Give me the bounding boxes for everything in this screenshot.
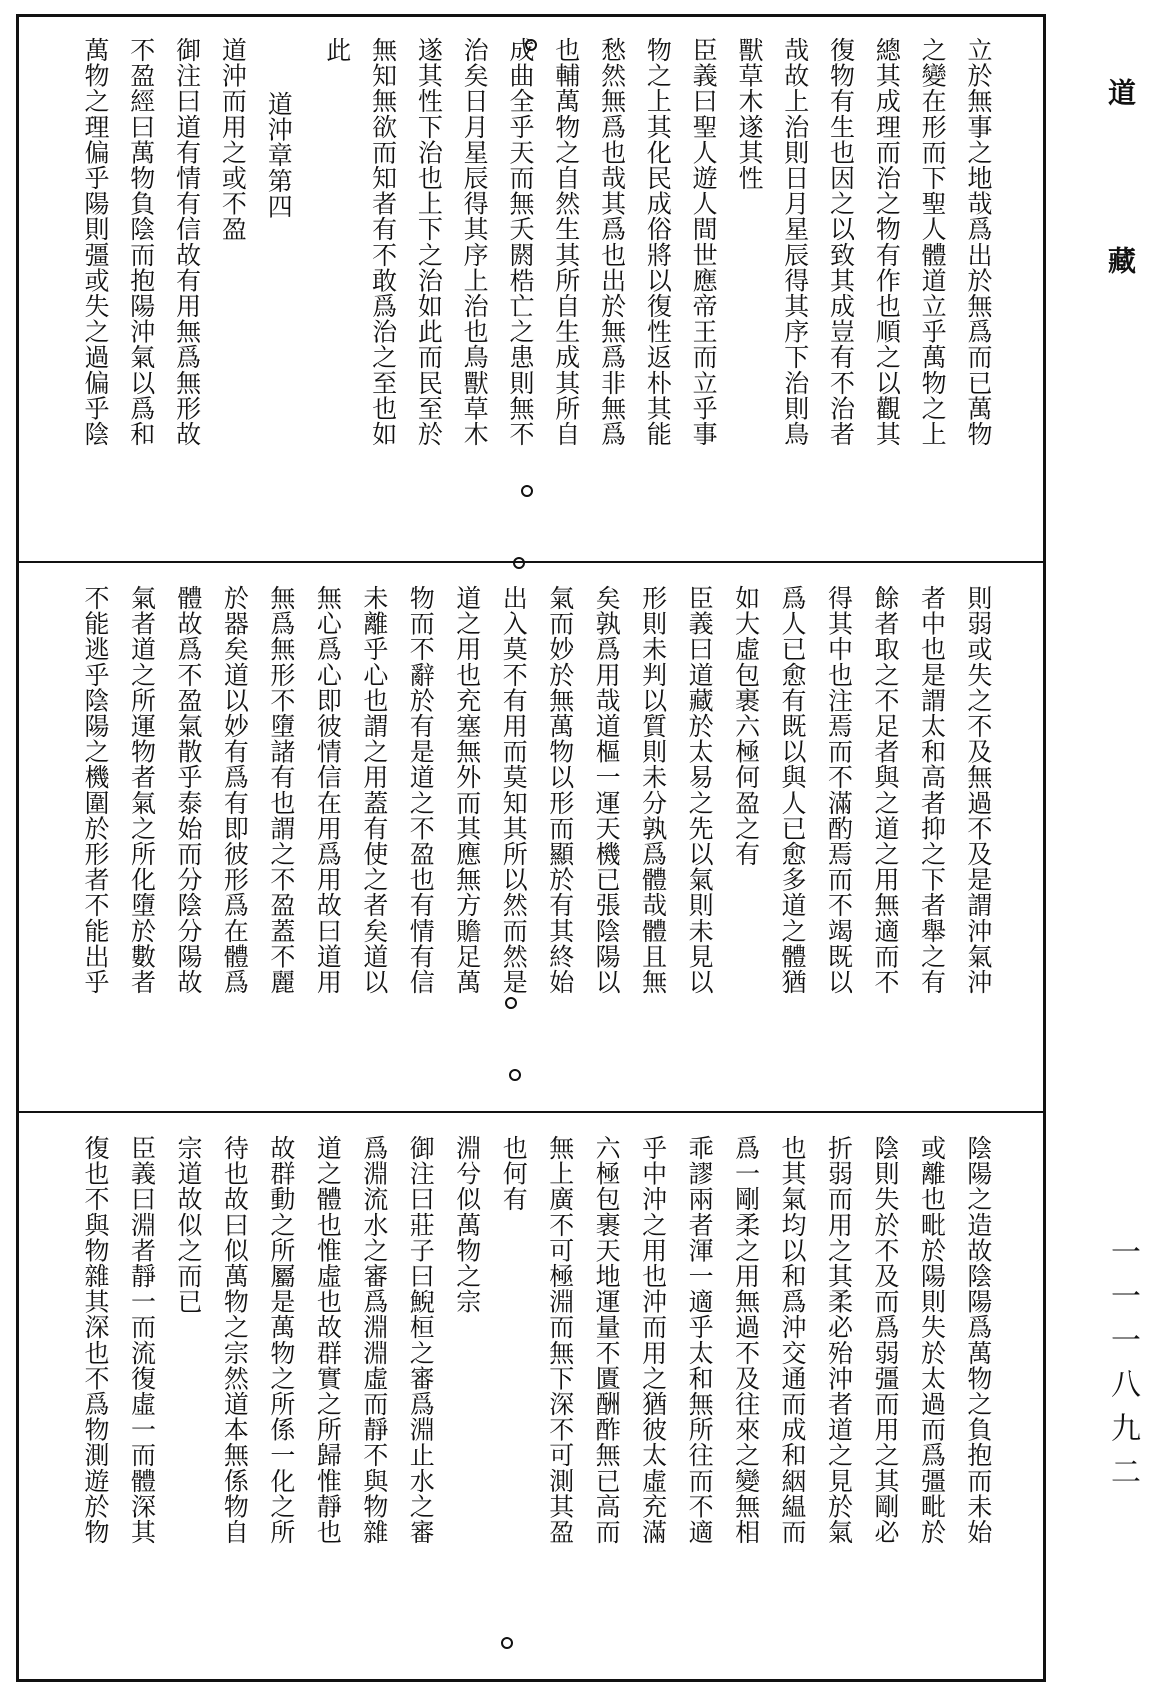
page-frame	[16, 14, 1046, 1682]
text-column: 復物有生也因之以致其成豈有不治者	[826, 37, 856, 447]
text-column: 道之用也充塞無外而其應無方贍足萬	[452, 585, 482, 995]
text-column: 待也故曰似萬物之宗然道本無係物自	[220, 1135, 250, 1545]
text-column: 也其氣均以和爲沖交通而成和絪緼而	[778, 1135, 808, 1545]
text-column: 物而不辭於有是道之不盈也有情有信	[406, 585, 436, 995]
text-column: 道之體也惟虛也故群實之所歸惟靜也	[313, 1135, 343, 1545]
text-column: 治矣日月星辰得其序上治也鳥獸草木	[460, 37, 490, 447]
text-column: 愁然無爲也哉其爲也出於無爲非無爲	[597, 37, 627, 447]
text-columns	[79, 585, 995, 1095]
text-column: 臣義曰淵者靜一而流復虛一而體深其	[127, 1135, 157, 1545]
text-column: 立於無事之地哉爲出於無爲而已萬物	[963, 37, 993, 447]
circle-mark	[501, 1637, 513, 1649]
text-column: 未離乎心也謂之用蓋有使之者矣道以	[359, 585, 389, 995]
text-column: 遂其性下治也上下之治如此而民至於	[414, 37, 444, 447]
text-column: 氣者道之所運物者氣之所化墮於數者	[127, 585, 157, 995]
register-top	[19, 17, 1043, 563]
text-column: 爲淵流水之審爲淵淵虛而靜不與物雜	[359, 1135, 389, 1545]
text-column: 出入莫不有用而莫知其所以然而然是	[499, 585, 529, 995]
text-column: 無上廣不可極淵而無下深不可測其盈	[545, 1135, 575, 1545]
text-column: 也何有	[499, 1135, 529, 1212]
text-column: 獸草木遂其性	[734, 37, 764, 191]
text-column: 無知無欲而知者有不敢爲治之至也如	[368, 37, 398, 447]
text-column: 矣孰爲用哉道樞一運天機已張陰陽以	[592, 585, 622, 995]
text-column: 形則未判以質則未分孰爲體哉體且無	[638, 585, 668, 995]
text-column: 御注曰莊子曰鯢桓之審爲淵止水之審	[406, 1135, 436, 1545]
text-column: 爲一剛柔之用無過不及往來之變無相	[731, 1135, 761, 1545]
text-column: 總其成理而治之物有作也順之以觀其	[872, 37, 902, 447]
register-middle	[19, 565, 1043, 1113]
text-column: 物之上其化民成俗將以復性返朴其能	[643, 37, 673, 447]
text-column: 折弱而用之其柔必殆沖者道之見於氣	[824, 1135, 854, 1545]
circle-mark	[525, 39, 537, 51]
text-column: 陰則失於不及而爲弱彊而用之其剛必	[870, 1135, 900, 1545]
text-column: 此	[322, 37, 352, 63]
text-columns	[79, 37, 995, 545]
text-column: 哉故上治則日月星辰得其序下治則鳥	[780, 37, 810, 447]
text-column: 則弱或失之不及無過不及是謂沖氣沖	[963, 585, 993, 995]
text-column: 者中也是謂太和高者抑之下者舉之有	[917, 585, 947, 995]
register-bottom	[19, 1115, 1043, 1679]
text-column: 臣義曰聖人遊人間世應帝王而立乎事	[689, 37, 719, 447]
circle-mark	[521, 485, 533, 497]
text-column: 如大虛包裹六極何盈之有	[731, 585, 761, 867]
text-column: 成曲全乎天而無夭閼梏亡之患則無不	[505, 37, 535, 447]
text-column: 無心爲心即彼情信在用爲用故曰道用	[313, 585, 343, 995]
text-column: 淵兮似萬物之宗	[452, 1135, 482, 1315]
text-column: 爲人已愈有既以與人已愈多道之體猶	[778, 585, 808, 995]
text-column: 餘者取之不足者與之道之用無適而不	[870, 585, 900, 995]
circle-mark	[509, 1069, 521, 1081]
text-column: 氣而妙於無萬物以形而顯於有其終始	[545, 585, 575, 995]
text-column: 道沖而用之或不盈	[218, 37, 248, 242]
text-column: 萬物之理偏乎陽則彊或失之過偏乎陰	[81, 37, 110, 447]
text-column: 故群動之所屬是萬物之所係一化之所	[266, 1135, 296, 1545]
text-column: 不能逃乎陰陽之機圍於形者不能出乎	[81, 585, 110, 995]
text-column: 御注曰道有情有信故有用無爲無形故	[172, 37, 202, 447]
text-column: 之變在形而下聖人體道立乎萬物之上	[918, 37, 948, 447]
text-column: 得其中也注焉而不滿酌焉而不竭既以	[824, 585, 854, 995]
text-column: 復也不與物雜其深也不爲物測遊於物	[81, 1135, 110, 1545]
text-column: 宗道故似之而已	[173, 1135, 203, 1315]
text-column: 也輔萬物之自然生其所自生成其所自	[551, 37, 581, 447]
text-columns	[79, 1135, 995, 1663]
text-column: 乖謬兩者渾一適乎太和無所往而不適	[685, 1135, 715, 1545]
text-column: 無爲無形不墮諸有也謂之不盈蓋不麗	[266, 585, 296, 995]
text-column: 於器矣道以妙有爲有即彼形爲在體爲	[220, 585, 250, 995]
margin-title: 道藏	[1104, 78, 1137, 414]
text-column: 臣義曰道藏於太易之先以氣則未見以	[685, 585, 715, 995]
text-column: 道沖章第四	[264, 91, 294, 219]
text-column: 陰陽之造故陰陽爲萬物之負抱而未始	[963, 1135, 993, 1545]
text-column: 或離也毗於陽則失於太過而爲彊毗於	[917, 1135, 947, 1545]
circle-mark	[505, 997, 517, 1009]
text-column: 不盈經曰萬物負陰而抱陽沖氣以爲和	[126, 37, 156, 447]
text-column: 體故爲不盈氣散乎泰始而分陰分陽故	[173, 585, 203, 995]
circle-mark	[513, 557, 525, 569]
text-column: 乎中沖之用也沖而用之猶彼太虛充滿	[638, 1135, 668, 1545]
text-column: 六極包裹天地運量不匱酬酢無已高而	[592, 1135, 622, 1545]
margin-page-number: 一一一八九二	[1105, 1236, 1140, 1500]
